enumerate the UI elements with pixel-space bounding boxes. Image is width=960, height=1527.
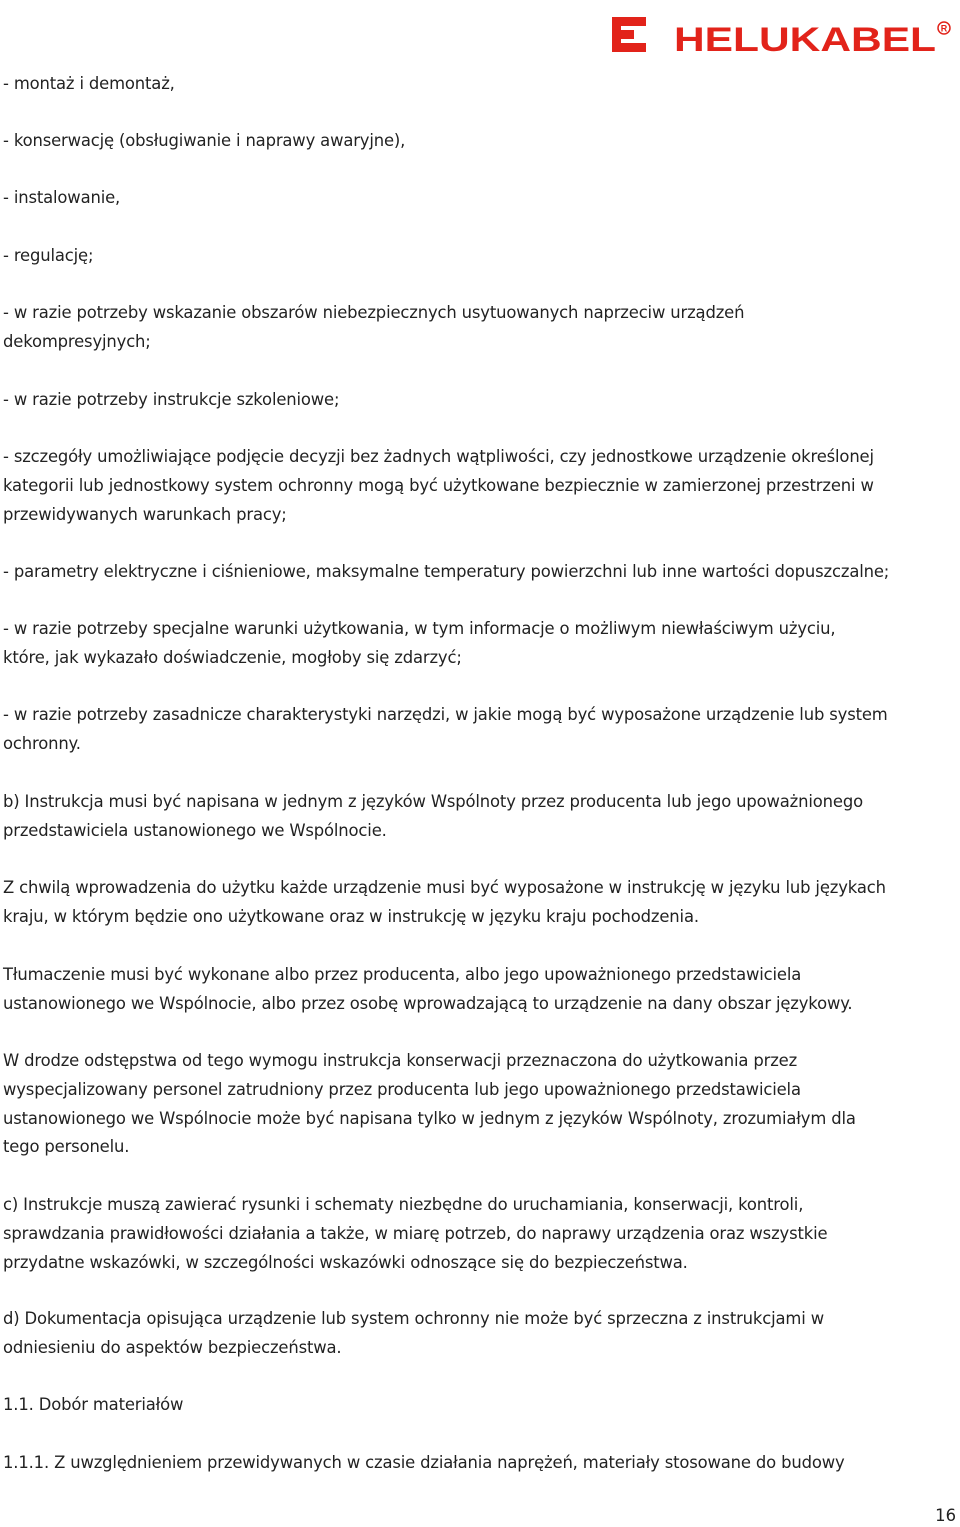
text-line: kraju, w którym będzie ono użytkowane oraz w instrukcję w języku kraju pochodzenia.	[3, 906, 699, 926]
text-line: - regulację;	[3, 246, 94, 265]
text-line: ochronny.	[3, 733, 81, 753]
paragraph	[3, 443, 957, 529]
paragraph	[3, 70, 957, 99]
text-line: sprawdzania prawidłowości działania a także, w miarę potrzeb, do naprawy urządzenia oraz wszystkie	[3, 1223, 828, 1243]
text-line: kategorii lub jednostkowy system ochronny mogą być użytkowane bezpiecznie w zamierzonej przestrzeni w	[3, 475, 874, 495]
text-line: odniesieniu do aspektów bezpieczeństwa.	[3, 1337, 342, 1357]
text-line: W drodze odstępstwa od tego wymogu instrukcja konserwacji przeznaczona do użytkowania przez	[3, 1051, 798, 1070]
paragraph	[3, 299, 957, 357]
paragraph	[3, 386, 957, 415]
paragraph	[3, 1047, 957, 1162]
text-line: ustanowionego we Wspólnocie może być napisana tylko w jednym z języków Wspólnoty, zrozumiałym dla	[3, 1108, 856, 1128]
text-line: wyspecjalizowany personel zatrudniony przez producenta lub jego upoważnionego przedstawiciela	[3, 1079, 801, 1099]
text-line: ustanowionego we Wspólnocie, albo przez osobę wprowadzającą to urządzenie na dany obszar językowy.	[3, 993, 853, 1013]
paragraph	[3, 615, 957, 673]
text-line: - w razie potrzeby wskazanie obszarów niebezpiecznych usytuowanych naprzeciw urządzeń	[3, 303, 745, 322]
text-line: - montaż i demontaż,	[3, 74, 175, 93]
text-line: d) Dokumentacja opisująca urządzenie lub system ochronny nie może być sprzeczna z instrukcjami w	[3, 1309, 824, 1328]
text-line: c) Instrukcje muszą zawierać rysunki i schematy niezbędne do uruchamiania, konserwacji, kontroli,	[3, 1195, 804, 1214]
logo-wordmark: HELUKABEL	[674, 21, 936, 56]
text-line: b) Instrukcja musi być napisana w jednym z języków Wspólnoty przez producenta lub jego upoważnionego	[3, 792, 863, 811]
text-line: - szczegóły umożliwiające podjęcie decyzji bez żadnych wątpliwości, czy jednostkowe urządzenie określonej	[3, 447, 874, 466]
text-line: przydatne wskazówki, w szczególności wskazówki odnoszące się do bezpieczeństwa.	[3, 1252, 688, 1272]
text-line: - w razie potrzeby zasadnicze charakterystyki narzędzi, w jakie mogą być wyposażone urządzenie lub system	[3, 705, 888, 724]
text-line: które, jak wykazało doświadczenie, mogłoby się zdarzyć;	[3, 647, 462, 667]
text-line: - w razie potrzeby specjalne warunki użytkowania, w tym informacje o możliwym niewłaściwym użyciu,	[3, 619, 836, 638]
text-line: przewidywanych warunkach pracy;	[3, 504, 287, 524]
text-line: 1.1.1. Z uwzględnieniem przewidywanych w czasie działania naprężeń, materiały stosowane do budowy	[3, 1453, 845, 1472]
svg-text:R: R	[940, 23, 948, 34]
paragraph	[3, 242, 957, 271]
text-line: - parametry elektryczne i ciśnieniowe, maksymalne temperatury powierzchni lub inne wartości dopuszczalne;	[3, 562, 890, 581]
paragraph	[3, 1449, 957, 1478]
text-line: - w razie potrzeby instrukcje szkoleniowe;	[3, 390, 340, 409]
paragraph	[3, 1391, 957, 1420]
text-line: Z chwilą wprowadzenia do użytku każde urządzenie musi być wyposażone w instrukcję w języku lub językach	[3, 878, 886, 897]
paragraph	[3, 1191, 957, 1277]
text-line: dekompresyjnych;	[3, 331, 151, 351]
helukabel-logo-graphic	[610, 16, 952, 56]
paragraph	[3, 558, 957, 587]
text-line: - konserwację (obsługiwanie i naprawy awaryjne),	[3, 131, 406, 150]
text-line: Tłumaczenie musi być wykonane albo przez producenta, albo jego upoważnionego przedstawiciela	[3, 965, 802, 984]
text-line: 1.1. Dobór materiałów	[3, 1395, 184, 1414]
paragraph	[3, 184, 957, 213]
helukabel-logo	[610, 16, 952, 56]
paragraph	[3, 961, 957, 1019]
text-line: - instalowanie,	[3, 188, 121, 207]
paragraph	[3, 127, 957, 156]
paragraph	[3, 788, 957, 846]
paragraph	[3, 701, 957, 759]
page-number: 16	[935, 1506, 956, 1525]
text-line: przedstawiciela ustanowionego we Wspólnocie.	[3, 820, 387, 840]
paragraph	[3, 1305, 957, 1363]
paragraph	[3, 874, 957, 932]
text-line: tego personelu.	[3, 1137, 130, 1157]
